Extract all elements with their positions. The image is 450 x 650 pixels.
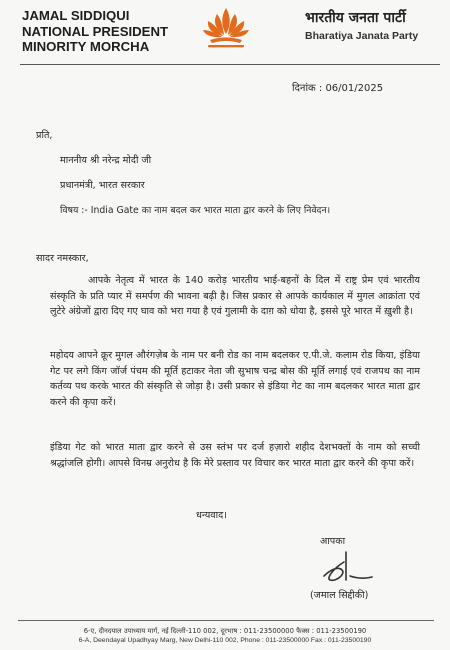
letter-date: दिनांक : 06/01/2025	[292, 83, 384, 94]
lotus-icon	[200, 4, 252, 50]
party-name-english: Bharatiya Janata Party	[305, 30, 419, 42]
recipient-to: प्रति,	[36, 130, 53, 141]
sender-block	[22, 8, 168, 55]
header-divider	[20, 64, 440, 65]
footer-divider	[18, 620, 434, 621]
party-name-hindi: भारतीय जनता पार्टी	[305, 10, 406, 26]
recipient-name: माननीय श्री नरेन्द्र मोदी जी	[60, 155, 152, 166]
body-paragraph-2: महोदय आपने क्रूर मुगल औरंगज़ेब के नाम पर बनी रोड का नाम बदलकर ए.पी.जे. कलाम रोड किया, इंडिया गेट पर लगे किंग जॉर्ज पंचम की मूर्ति हटाकर नेता जी सुभाष चन्द्र बोस की मूर्ति लगाई एवं राजपथ का नाम कर्तव्य पथ करके भारत की संस्कृति से जोड़ा है। उसी प्रकार से इंडिया गेट का नाम बदलकर भारत माता द्वार करने की कृपा करें।	[50, 350, 420, 408]
body-paragraph-1: आपके नेतृत्व में भारत के 140 करोड़ भारतीय भाई-बहनों के दिल में राष्ट्र प्रेम एवं भारतीय संस्कृति के प्रति प्यार में समर्पण की भावना बढ़ी है। जिस प्रकार से आपके कार्यकाल में मुगल आक्रांता एवं लुटेरे अंग्रेजों द्वारा दिए गए घाव को भरा गया है एवं गुलामी के दाग़ को धोया है, इससे पूरे भारत में ख़ुशी है।	[50, 275, 420, 317]
signature-icon	[316, 546, 376, 588]
sender-title: NATIONAL PRESIDENT	[22, 23, 169, 39]
footer-address-hindi: 6-ए, दीनदयाल उपाध्याय मार्ग, नई दिल्ली-110 002, दूरभाष : 011-23500000 फैक्स : 011-23500190	[83, 627, 367, 635]
subject-line: विषय :- India Gate का नाम बदल कर भारत माता द्वार करने के लिए निवेदन।	[60, 205, 331, 216]
closing-text: आपका	[320, 536, 346, 547]
footer-address-english: 6-A, Deendayal Upadhyay Marg, New Delhi-110 002, Phone : 011-23500000 Fax : 011-23500190	[78, 637, 372, 644]
signatory-name: (जमाल सिद्दीकी)	[310, 590, 369, 601]
sender-wing: MINORITY MORCHA	[22, 39, 150, 54]
party-name-block	[305, 8, 418, 42]
recipient-designation: प्रधानमंत्री, भारत सरकार	[60, 180, 145, 191]
thanks-text: धन्यवाद।	[196, 510, 227, 521]
body-paragraph-3: इंडिया गेट को भारत माता द्वार करने से उस स्तंभ पर दर्ज हज़ारो शहीद देशभक्तों के नाम को सच्ची श्रद्धांजलि होगी। आपसे विनम्र अनुरोध है कि मेरे प्रस्ताव पर विचार कर भारत माता द्वार करने की कृपा करें।	[50, 442, 420, 469]
salutation: सादर नमस्कार,	[36, 253, 89, 264]
sender-name: JAMAL SIDDIQUI	[22, 8, 130, 23]
